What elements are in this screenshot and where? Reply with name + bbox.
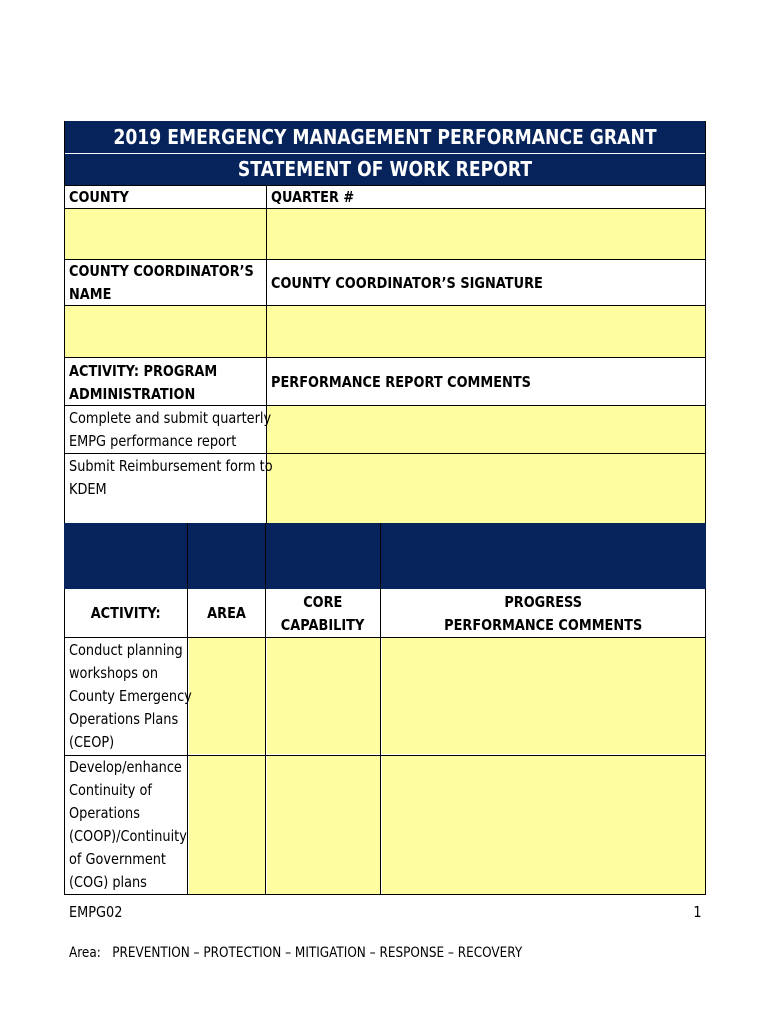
activity-2-line: (COOP)/Continuity <box>69 827 187 845</box>
activity-1-progress-input[interactable] <box>382 638 705 754</box>
admin-task-1-line-1: Complete and submit quarterly <box>69 409 272 427</box>
coordinator-name-label-1: COUNTY COORDINATOR’S <box>69 262 254 280</box>
admin-comment-1[interactable] <box>267 406 706 453</box>
header-progress-line-2: PERFORMANCE COMMENTS <box>443 615 643 634</box>
area-legend-label: Area: <box>69 945 101 961</box>
header-area: AREA <box>207 604 246 622</box>
activity-1-line: (CEOP) <box>69 733 115 751</box>
activity-1-line: workshops on <box>69 664 159 682</box>
admin-task-2-line-1: Submit Reimbursement form to <box>69 457 273 475</box>
title-line-2: STATEMENT OF WORK REPORT <box>237 157 533 181</box>
activity-2-line: (COG) plans <box>69 873 147 891</box>
header-core-line-1: CORE <box>303 592 343 611</box>
activity-2-core-input[interactable] <box>267 756 380 894</box>
quarter-input[interactable] <box>267 209 706 259</box>
area-legend-values: PREVENTION – PROTECTION – MITIGATION – RESPONSE – RECOVERY <box>112 945 523 961</box>
quarter-label: QUARTER # <box>271 188 355 206</box>
activity-2-line: Develop/enhance <box>69 758 182 776</box>
activity-1-line: County Emergency <box>69 687 192 705</box>
page-number: 1 <box>693 903 702 921</box>
county-label: COUNTY <box>69 188 129 206</box>
performance-report-comments-label: PERFORMANCE REPORT COMMENTS <box>271 373 531 391</box>
coordinator-signature-input[interactable] <box>267 306 706 357</box>
activity-1-line: Conduct planning <box>69 641 183 659</box>
activity-2-progress-input[interactable] <box>382 756 705 894</box>
title-bar <box>64 121 706 185</box>
activity-2-line: of Government <box>69 850 166 868</box>
header-progress-line-1: PROGRESS <box>504 592 582 611</box>
area-legend <box>69 943 522 963</box>
header-core-line-2: CAPABILITY <box>281 615 365 634</box>
section-divider-band <box>64 523 706 589</box>
activity-2-line: Operations <box>69 804 140 822</box>
title-line-1: 2019 EMERGENCY MANAGEMENT PERFORMANCE GRANT <box>113 125 657 149</box>
activity-1-line: Operations Plans <box>69 710 179 728</box>
coordinator-signature-label: COUNTY COORDINATOR’S SIGNATURE <box>271 274 543 292</box>
activity-1-core-input[interactable] <box>267 638 380 754</box>
activity-2-line: Continuity of <box>69 781 152 799</box>
coordinator-name-label-2: NAME <box>69 285 112 303</box>
admin-task-2-line-2: KDEM <box>69 480 107 498</box>
activity-program-label-2: ADMINISTRATION <box>69 385 196 403</box>
form-code: EMPG02 <box>69 903 123 921</box>
county-input[interactable] <box>65 209 266 259</box>
activity-program-label-1: ACTIVITY: PROGRAM <box>69 362 218 380</box>
admin-comment-2[interactable] <box>267 454 706 523</box>
header-activity: ACTIVITY: <box>90 604 162 622</box>
admin-task-1-line-2: EMPG performance report <box>69 432 237 450</box>
coordinator-name-input[interactable] <box>65 306 266 357</box>
